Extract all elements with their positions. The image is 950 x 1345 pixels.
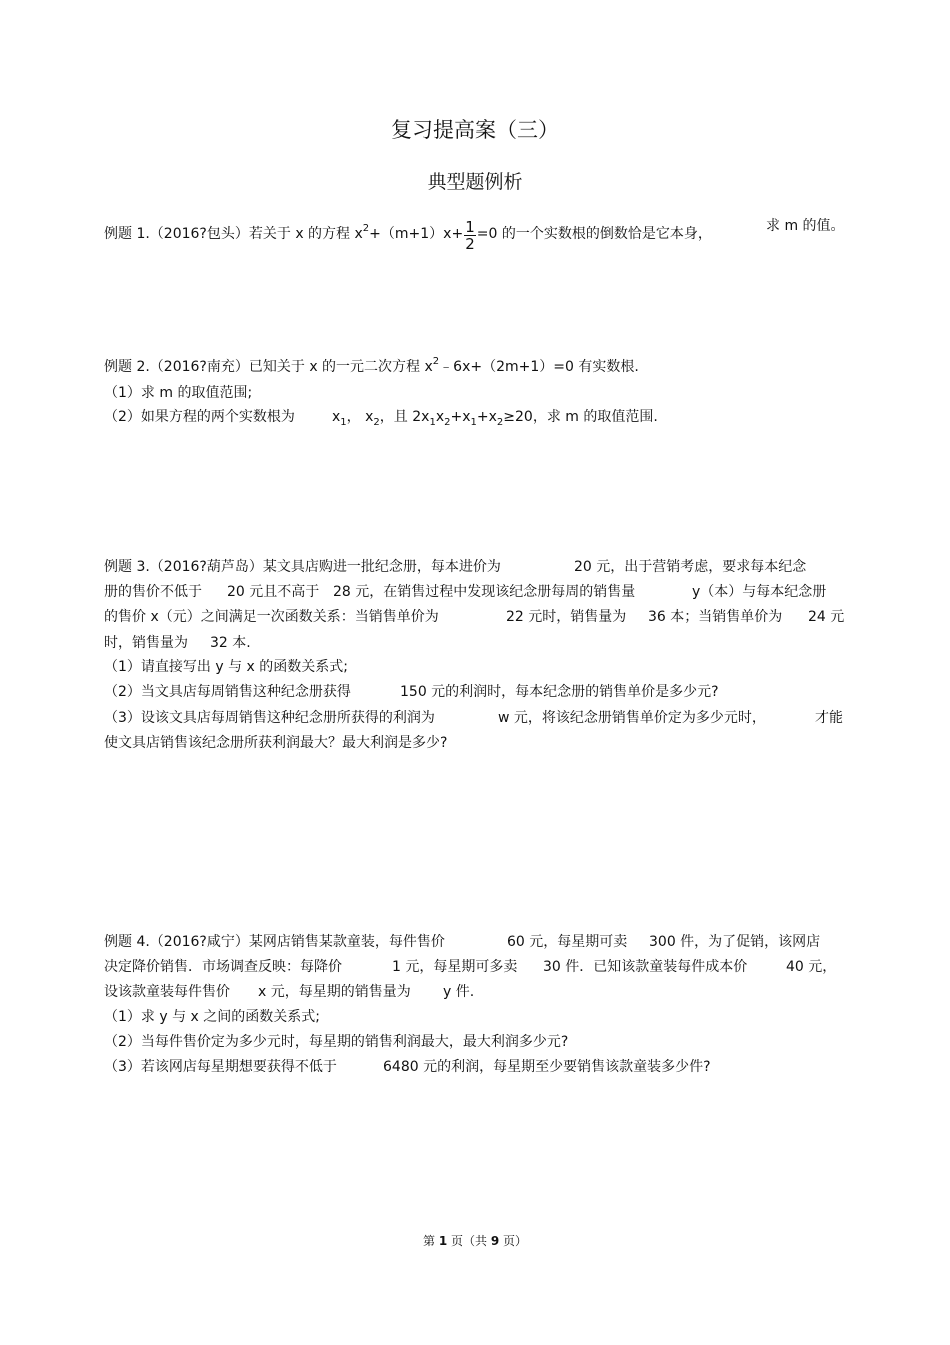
var-x: x [332,409,341,425]
text-part: ≥20，求 m 的取值范围. [503,409,658,425]
example-3-question-2a: （2）当文具店每周销售这种纪念册获得 [104,684,351,700]
exponent: 2 [432,356,440,367]
example-3-line-3d: 24 元 [808,609,845,625]
total-pages: 9 [490,1234,500,1248]
example-3-question-2b: 150 元的利润时，每本纪念册的销售单价是多少元? [400,684,719,700]
example-3-question-3c: 才能 [815,710,843,726]
example-4-line-3b: x 元，每星期的销售量为 [258,984,411,1000]
example-2-text-b: ﹣6x+（2m+1）=0 有实数根. [439,359,639,375]
fraction-numerator: 1 [465,218,475,236]
example-3-line-2a: 册的售价不低于 [104,584,202,600]
example-2-question-2-a: （2）如果方程的两个实数根为 [104,409,295,425]
subscript: 2 [444,417,451,428]
example-2-line [104,358,639,376]
example-3-line-2c: 28 元，在销售过程中发现该纪念册每周的销售量 [333,584,636,600]
example-3-question-3d: 使文具店销售该纪念册所获利润最大？最大利润是多少? [104,735,448,751]
fraction-one-half [464,219,476,253]
example-2-question-2-b [332,408,658,426]
footer-text: 页（共 [447,1234,491,1248]
example-3-line-2b: 20 元且不高于 [227,584,320,600]
example-4-question-3b: 6480 元的利润，每星期至少要销售该款童装多少件? [383,1059,711,1075]
example-3-line-4a: 时，销售量为 [104,635,188,651]
text-part: +x [450,409,471,425]
example-4-line-1b: 60 元，每星期可卖 [507,934,628,950]
example-4-line-3c: y 件. [443,984,475,1000]
example-4-question-2: （2）当每件售价定为多少元时，每星期的销售利润最大，最大利润多少元? [104,1034,569,1050]
example-1-text-c: =0 的一个实数根的倒数恰是它本身， [476,226,712,242]
footer-text: 页） [499,1234,527,1248]
example-4-line-3a: 设该款童装每件售价 [104,984,230,1000]
fraction-denominator: 2 [465,235,475,253]
example-4-question-1: （1）求 y 与 x 之间的函数关系式; [104,1009,320,1025]
example-3-line-4b: 32 本. [210,635,251,651]
example-4-line-2b: 1 元，每星期可多卖 [392,959,518,975]
subscript: 2 [373,417,380,428]
page-number: 1 [438,1234,448,1248]
example-3-line-1a: 例题 3.（2016?葫芦岛）某文具店购进一批纪念册，每本进价为 [104,559,501,575]
subscript: 1 [429,417,436,428]
example-1-line [104,217,712,251]
text-part: +x [476,409,497,425]
example-3-line-3b: 22 元时，销售量为 [506,609,627,625]
example-3-line-2d: y（本）与每本纪念册 [692,584,827,600]
example-4-question-3a: （3）若该网店每星期想要获得不低于 [104,1059,337,1075]
example-4-line-1a: 例题 4.（2016?咸宁）某网店销售某款童装，每件售价 [104,934,445,950]
footer-text: 第 [422,1234,439,1248]
page-footer [0,1233,950,1249]
subscript: 1 [340,417,347,428]
text-part: ，且 2x [379,409,430,425]
example-3-question-1: （1）请直接写出 y 与 x 的函数关系式; [104,659,348,675]
example-4-line-1c: 300 件，为了促销，该网店 [649,934,821,950]
example-3-question-3a: （3）设该文具店每周销售这种纪念册所获得的利润为 [104,710,435,726]
example-3-line-1b: 20 元，出于营销考虑，要求每本纪念 [574,559,807,575]
example-4-line-2d: 40 元， [786,959,837,975]
example-3-line-3a: 的售价 x（元）之间满足一次函数关系：当销售单价为 [104,609,439,625]
example-1-text-a: 例题 1.（2016?包头）若关于 x 的方程 x [104,226,363,242]
example-3-question-3b: w 元，将该纪念册销售单价定为多少元时， [498,710,766,726]
text-part: x [435,409,445,425]
example-2-question-1: （1）求 m 的取值范围; [104,385,253,401]
example-1-text-b: +（m+1）x+ [369,226,464,242]
text-part: ， x [346,409,374,425]
exponent: 2 [362,223,370,234]
example-4-line-2c: 30 件．已知该款童装每件成本价 [543,959,748,975]
example-3-line-3c: 36 本；当销售单价为 [648,609,783,625]
section-subtitle: 典型题例析 [427,171,523,193]
subscript: 1 [470,417,477,428]
document-title: 复习提高案（三） [391,118,559,142]
subscript: 2 [496,417,504,428]
example-2-text-a: 例题 2.（2016?南充）已知关于 x 的一元二次方程 x [104,359,433,375]
example-1-tail: 求 m 的值。 [766,218,845,234]
example-4-line-2a: 决定降价销售．市场调查反映：每降价 [104,959,342,975]
